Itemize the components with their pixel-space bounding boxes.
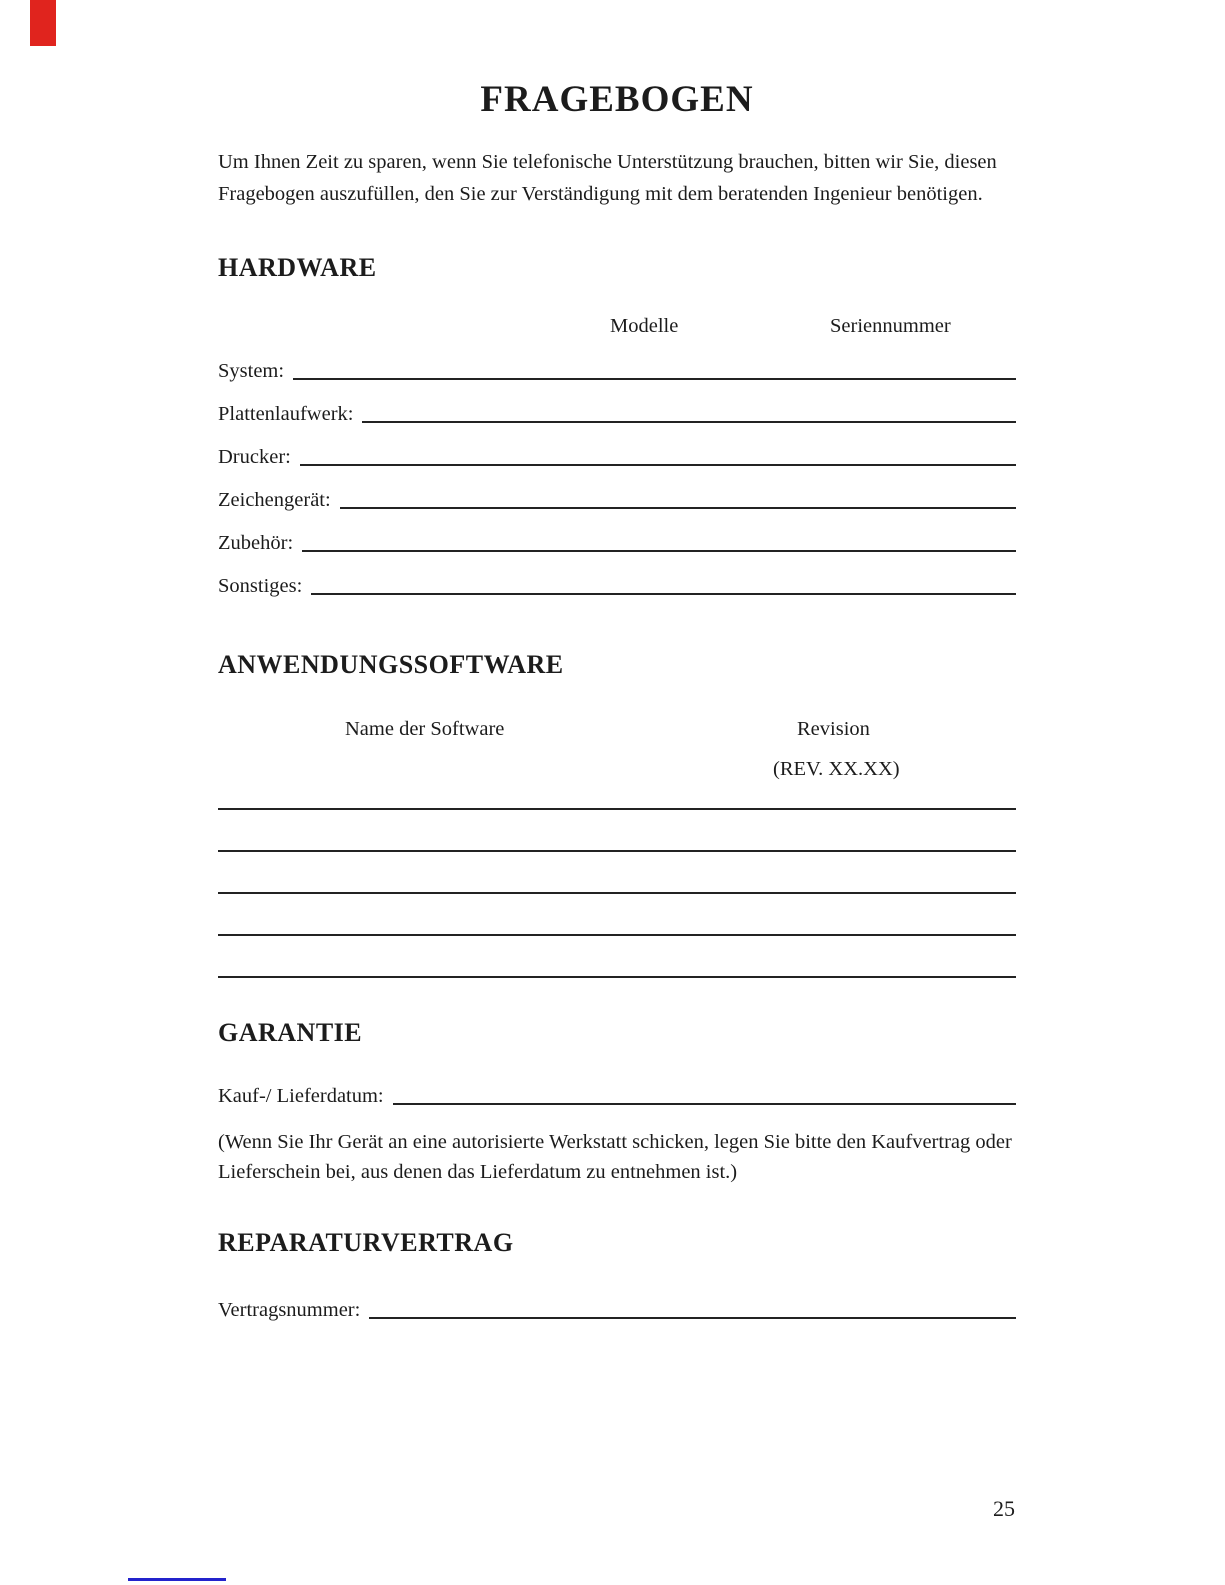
software-blank-line — [218, 892, 1016, 894]
hardware-fields — [218, 359, 1016, 598]
hardware-field-drucker — [218, 445, 1016, 469]
field-blank-line — [369, 1317, 1016, 1319]
blue-link-line — [128, 1578, 226, 1581]
software-col-name: Name der Software — [345, 717, 505, 740]
hardware-col-seriennummer: Seriennummer — [830, 314, 951, 337]
field-blank-line — [340, 507, 1016, 509]
field-blank-line — [362, 421, 1016, 423]
field-blank-line — [393, 1103, 1016, 1105]
page-number: 25 — [993, 1496, 1015, 1521]
field-label: Plattenlaufwerk: — [218, 402, 354, 425]
software-col-revision: Revision — [797, 717, 870, 740]
field-label: System: — [218, 359, 285, 382]
garantie-heading: GARANTIE — [218, 1017, 363, 1047]
hardware-heading: HARDWARE — [218, 252, 377, 282]
field-label: Zubehör: — [218, 531, 294, 554]
field-blank-line — [293, 378, 1016, 380]
field-label: Sonstiges: — [218, 574, 303, 597]
software-col-revision-format: (REV. XX.XX) — [773, 757, 900, 780]
field-blank-line — [300, 464, 1016, 466]
field-label: Drucker: — [218, 445, 291, 468]
software-heading: ANWENDUNGSSOFTWARE — [218, 649, 564, 679]
hardware-field-zeichengeraet — [218, 488, 1016, 512]
field-blank-line — [311, 593, 1016, 595]
red-scan-mark — [30, 0, 56, 46]
field-label: Kauf-/ Lieferdatum: — [218, 1084, 384, 1107]
software-blank-lines — [218, 808, 1016, 978]
software-blank-line — [218, 976, 1016, 978]
reparatur-field-vertragsnummer — [218, 1298, 1016, 1322]
software-blank-line — [218, 808, 1016, 810]
software-blank-line — [218, 850, 1016, 852]
page-title: FRAGEBOGEN — [480, 79, 754, 120]
intro-paragraph: Um Ihnen Zeit zu sparen, wenn Sie telefonische Unterstützung brauchen, bitten wir Sie, diesen Fragebogen auszufüllen, den Sie zur Verständigung mit dem beratenden Ingenieur benötigen. — [218, 151, 997, 205]
software-blank-line — [218, 934, 1016, 936]
field-blank-line — [302, 550, 1016, 552]
software-column-headers — [218, 718, 1016, 788]
hardware-field-system — [218, 359, 1016, 383]
reparatur-heading: REPARATURVERTRAG — [218, 1228, 514, 1258]
hardware-column-headers — [218, 315, 1016, 343]
field-label: Zeichengerät: — [218, 488, 331, 511]
garantie-note: (Wenn Sie Ihr Gerät an eine autorisierte Werkstatt schicken, legen Sie bitte den Kaufvertrag oder Lieferschein bei, aus denen das Lieferdatum zu entnehmen ist.) — [218, 1130, 1012, 1184]
field-label: Vertragsnummer: — [218, 1299, 361, 1322]
hardware-col-modelle: Modelle — [610, 314, 679, 337]
hardware-field-plattenlaufwerk — [218, 402, 1016, 426]
hardware-field-zubehoer — [218, 531, 1016, 555]
garantie-field-lieferdatum — [218, 1084, 1016, 1108]
hardware-field-sonstiges — [218, 574, 1016, 598]
page-content — [218, 0, 1016, 1341]
